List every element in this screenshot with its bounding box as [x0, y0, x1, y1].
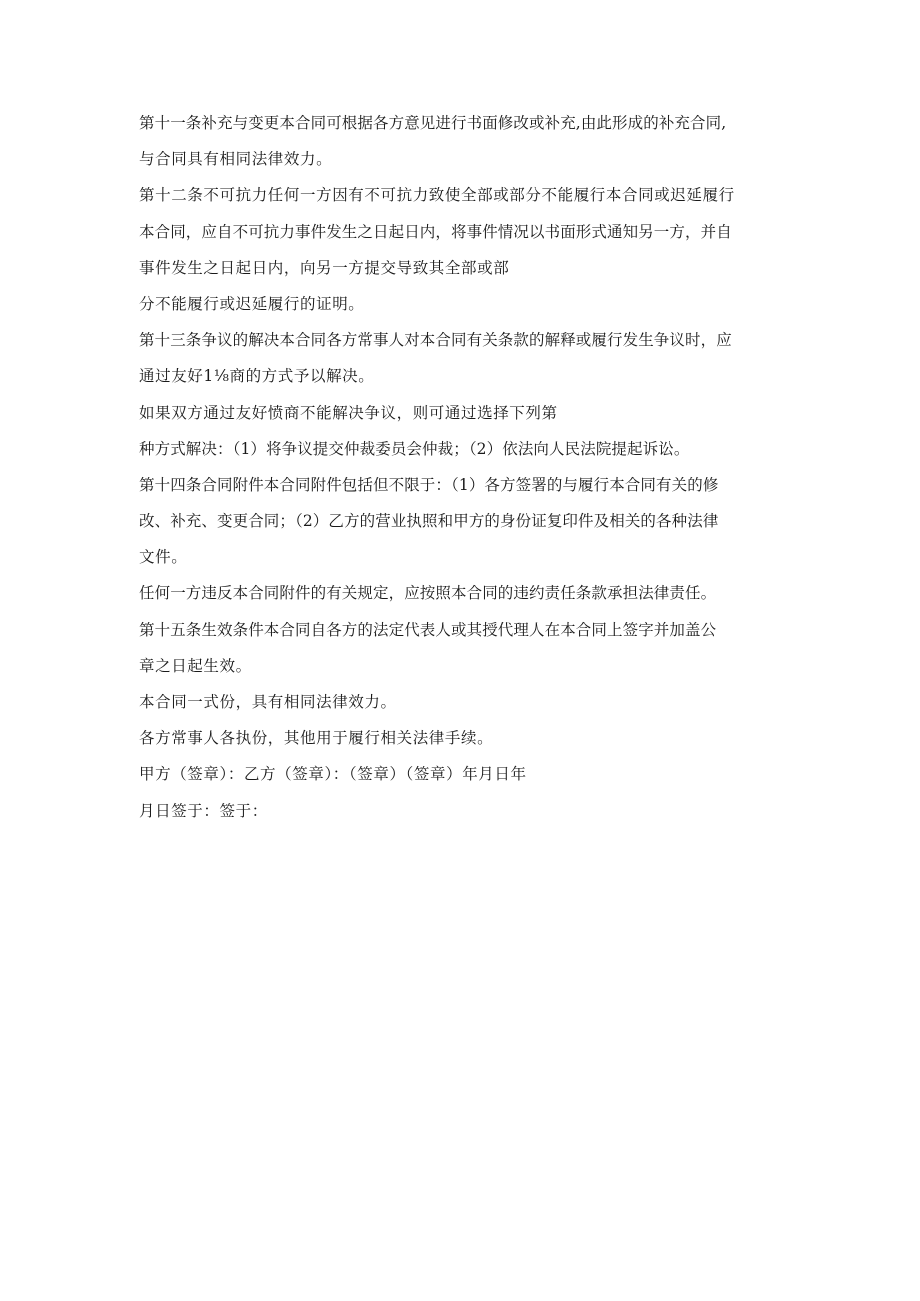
text-line: 第十四条合同附件本合同附件包括但不限于：（1）各方签署的与履行本合同有关的修	[139, 475, 719, 494]
text-line: 本合同，应自不可抗力事件发生之日起日内，将事件情况以书面形式通知另一方，并自	[139, 222, 732, 241]
text-line: 第十五条生效条件本合同自各方的法定代表人或其授代理人在本合同上签字并加盖公	[139, 620, 717, 639]
text-line: 第十二条不可抗力任何一方因有不可抗力致使全部或部分不能履行本合同或迟延履行	[139, 186, 735, 205]
text-line: 文件。	[139, 548, 188, 567]
text-line: 改、补充、变更合同；（2）乙方的营业执照和甲方的身份证复印件及相关的各种法律	[139, 512, 719, 531]
text-line: 章之日起生效。	[139, 656, 252, 675]
text-line: 第十一条补充与变更本合同可根据各方意见进行书面修改或补充,由此形成的补充合同,	[139, 114, 727, 132]
text-line: 任何一方违反本合同附件的有关规定，应按照本合同的违约责任条款承担法律责任。	[139, 584, 717, 603]
text-line: 各方常事人各执份，其他用于履行相关法律手续。	[139, 729, 494, 748]
text-line: 事件发生之日起日内，向另一方提交导致其全部或部	[139, 258, 510, 277]
text-line: 如果双方通过友好愤商不能解决争议，则可通过选择下列第	[139, 403, 558, 422]
text-line: 通过友好1⅛商的方式予以解决。	[139, 367, 375, 386]
contract-text	[139, 113, 799, 837]
text-line: 第十三条争议的解决本合同各方常事人对本合同有关条款的解释或履行发生争议时，应	[139, 331, 732, 350]
text-line: 本合同一式份，具有相同法律效力。	[139, 693, 397, 711]
text-line: 甲方（签章）：乙方（签章）：（签章）（签章）年月日年	[139, 765, 527, 784]
text-line: 与合同具有相同法律效力。	[139, 150, 333, 169]
text-line: 种方式解决：（1）将争议提交仲裁委员会仲裁；（2）依法向人民法院提起诉讼。	[139, 439, 690, 458]
text-line: 分不能履行或迟延履行的证明。	[139, 294, 365, 313]
text-line: 月日签于：签于：	[139, 801, 268, 820]
